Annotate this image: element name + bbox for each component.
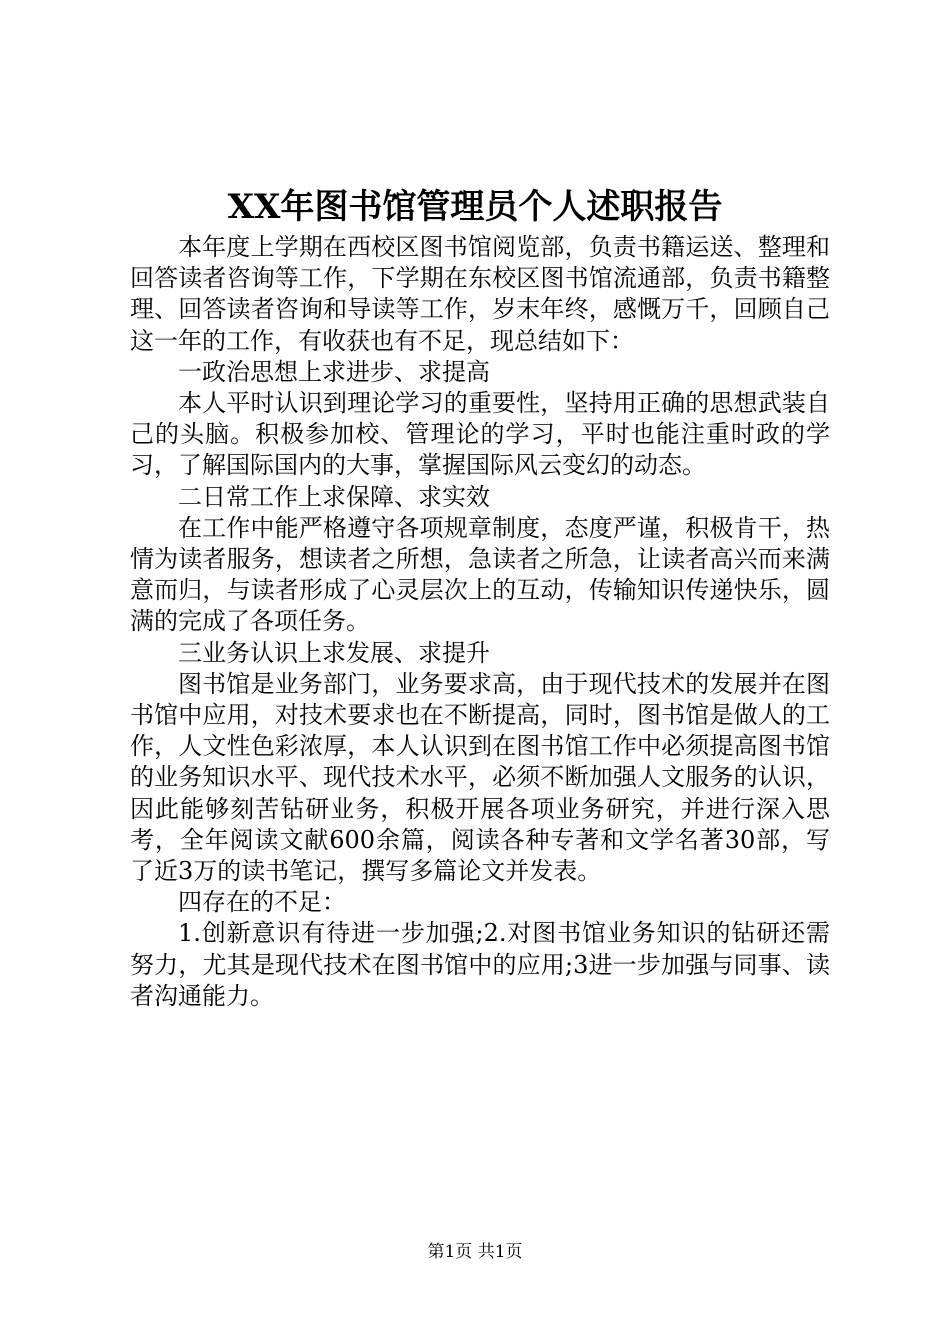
section-heading-4: 四存在的不足： <box>178 888 346 917</box>
section-heading-2: 二日常工作上求保障、求实效 <box>178 482 490 511</box>
section-heading-3: 三业务认识上求发展、求提升 <box>178 638 490 667</box>
page-footer: 第1页 共1页 <box>427 1242 523 1262</box>
paragraph-section-3: 图书馆是业务部门，业务要求高，由于现代技术的发展并在图书馆中应用，对技术要求也在不断提高，同时，图书馆是做人的工作，人文性色彩浓厚，本人认识到在图书馆工作中必须提高图书馆的业务知识水平、现代技术水平，必须不断加强人文服务的认识，因此能够刻苦钻研业务，积极开展各项业务研究，并进行深入思考，全年阅读文献600余篇，阅读各种专著和文学名著30部，写了近3万的读书笔记，撰写多篇论文并发表。 <box>130 669 830 886</box>
paragraph-intro: 本年度上学期在西校区图书馆阅览部，负责书籍运送、整理和回答读者咨询等工作，下学期在东校区图书馆流通部，负责书籍整理、回答读者咨询和导读等工作，岁末年终，感慨万千，回顾自己这一年的工作，有收获也有不足，现总结如下： <box>130 233 830 355</box>
paragraph-section-4: 1.创新意识有待进一步加强;2.对图书馆业务知识的钻研还需努力，尤其是现代技术在图书馆中的应用;3进一步加强与同事、读者沟通能力。 <box>130 919 830 1010</box>
document-body <box>130 232 830 1012</box>
paragraph-section-2: 在工作中能严格遵守各项规章制度，态度严谨，积极肯干，热情为读者服务，想读者之所想，急读者之所急，让读者高兴而来满意而归，与读者形成了心灵层次上的互动，传输知识传递快乐，圆满的完成了各项任务。 <box>130 513 830 636</box>
paragraph-section-1: 本人平时认识到理论学习的重要性，坚持用正确的思想武装自己的头脑。积极参加校、管理论的学习，平时也能注重时政的学习，了解国际国内的大事，掌握国际风云变幻的动态。 <box>130 389 830 480</box>
section-heading-1: 一政治思想上求进步、求提高 <box>178 357 490 386</box>
document-title: XX年图书馆管理员个人述职报告 <box>227 187 723 227</box>
